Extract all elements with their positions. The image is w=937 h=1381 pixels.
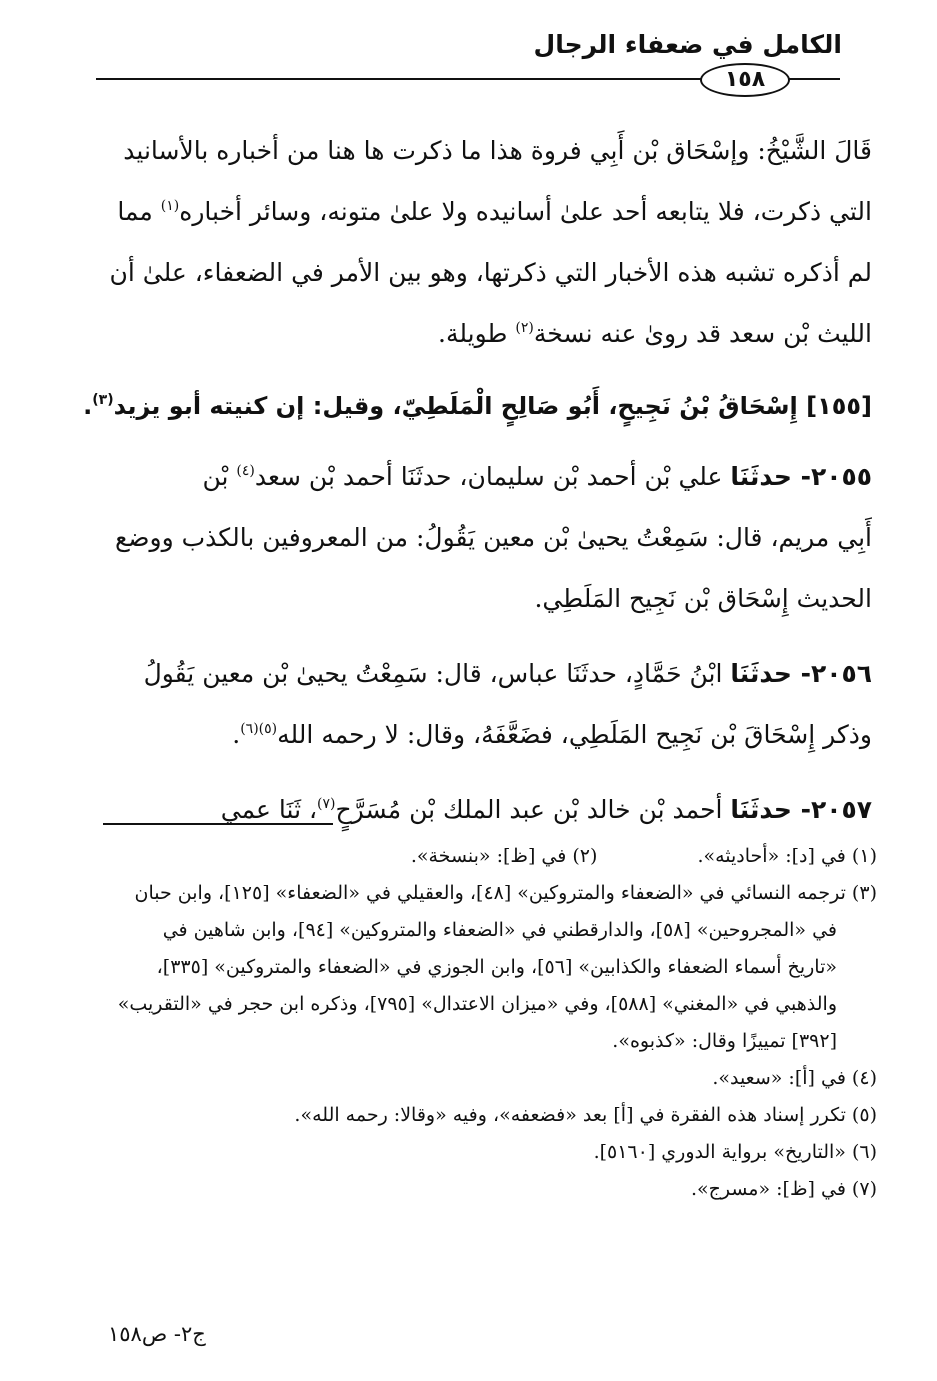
footnote-7: (٧) في [ظ]: «مسرج». (690, 1178, 877, 1200)
footnote-ref: (١) (160, 198, 180, 214)
footnote-3-cont: والذهبي في «المغني» [٥٨٨]، وفي «ميزان الاعتدال» [٧٩٥]، وذكره ابن حجر في «التقريب» (117, 993, 837, 1015)
hadith-2055 (106, 446, 872, 629)
footnote-ref: (٣) (92, 392, 114, 408)
hadith-2057 (106, 779, 872, 840)
hadith-number: ٢٠٥٧- حدثَنَا (730, 795, 872, 824)
text-line: ٢٠٥٦- حدثَنَا ابْنُ حَمَّادٍ، حدثَنَا عباس، قال: سَمِعْتُ يحيىٰ بْن معين يَقُولُ (143, 659, 872, 688)
hadith-number: ٢٠٥٦- حدثَنَا (730, 659, 872, 688)
footnote-1: (١) في [د]: «أحاديثه». (697, 845, 877, 867)
text-line: لم أذكره تشبه هذه الأخبار التي ذكرتها، وهو بين الأمر في الضعفاء، علىٰ أن (109, 258, 872, 287)
footnote-4: (٤) في [أ]: «سعيد». (712, 1067, 877, 1089)
text-line: ٢٠٥٥- حدثَنَا علي بْن أحمد بْن سليمان، حدثَنَا أحمد بْن سعد$^{(٤)}$ بْن (202, 462, 872, 491)
footnote-3-cont: [٣٩٢] تمييزًا وقال: «كذبوه». (612, 1030, 837, 1052)
hadith-2056 (106, 643, 872, 765)
text-line: قَالَ الشَّيْخُ: وإسْحَاق بْن أَبِي فروة هذا ما ذكرت ها هنا من أخباره بالأسانيد (123, 136, 872, 165)
footnote-3-cont: في «المجروحين» [٥٨]، والدارقطني في «الضعفاء والمتروكين» [٩٤]، وابن شاهين في (162, 919, 837, 941)
main-text (83, 120, 872, 854)
paragraph-sheikh (106, 120, 872, 364)
footnote-rule (103, 823, 333, 825)
entry-heading: [١٥٥] إِسْحَاقُ بْنُ نَجِيحٍ، أَبُو صَالِحٍ الْمَلَطِيّ، وقيل: إن كنيته أبو يزيد$^{(٣)}$. (83, 392, 872, 420)
page-number-badge: ١٥٨ (700, 63, 790, 97)
text-line: أَبِي مريم، قال: سَمِعْتُ يحيىٰ بْن معين يَقُولُ: من المعروفين بالكذب ووضع (115, 523, 872, 552)
running-title: الكامل في ضعفاء الرجال (533, 30, 842, 59)
footnote-ref: (٢) (515, 320, 534, 336)
footnote-5: (٥) تكرر إسناد هذه الفقرة في [أ] بعد «فضعفه»، وفيه «وقالا: رحمه الله». (294, 1104, 877, 1126)
text-line: التي ذكرت، فلا يتابعه أحد علىٰ أسانيده ولا علىٰ متونه، وسائر أخباره$^{(١)}$ مما (117, 197, 872, 226)
text-line: ٢٠٥٧- حدثَنَا أحمد بْن خالد بْن عبد الملك بْن مُسَرَّحٍ$^{(٧)}$، ثَنَا عمي (220, 795, 872, 824)
footnote-3-cont: «تاريخ أسماء الضعفاء والكذابين» [٥٦]، وابن الجوزي في «الضعفاء والمتروكين» [٣٣٥]، (156, 956, 837, 978)
footnotes (106, 838, 877, 1208)
text-line: وذكر إِسْحَاقَ بْن نَجِيح المَلَطِي، فضَعَّفَهُ، وقال: لا رحمه الله$^{(٥)(٦)}$. (232, 720, 872, 749)
footnote-row (106, 838, 877, 875)
footnote-ref: (٤) (236, 463, 255, 479)
footnote-ref: (٧) (317, 796, 336, 812)
volume-page-reference: ج٢- ص١٥٨ (108, 1322, 206, 1346)
footnote-3: (٣) ترجمه النسائي في «الضعفاء والمتروكين» [٤٨]، والعقيلي في «الضعفاء» [١٢٥]، وابن حبان (134, 882, 877, 904)
text-line: الليث بْن سعد قد روىٰ عنه نسخة$^{(٢)}$ طويلة. (438, 319, 872, 348)
hadith-number: ٢٠٥٥- حدثَنَا (730, 462, 872, 491)
footnote-2: (٢) في [ظ]: «بنسخة». (410, 845, 598, 867)
footnote-ref: (٥)(٦) (240, 721, 278, 737)
footnote-6: (٦) «التاريخ» برواية الدوري [٥١٦٠]. (593, 1141, 877, 1163)
text-line: الحديث إِسْحَاق بْن نَجِيح المَلَطِي. (534, 584, 872, 613)
